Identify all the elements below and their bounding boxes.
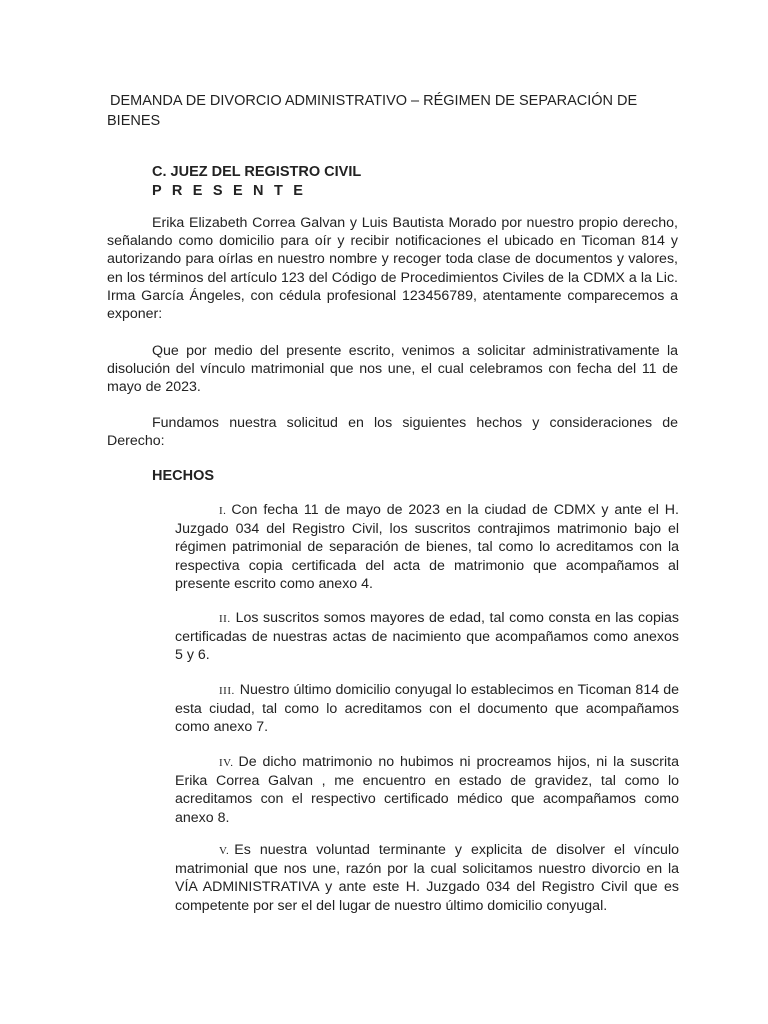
fact-text: Con fecha 11 de mayo de 2023 en la ciudad de CDMX y ante el H. Juzgado 034 del Registro Civil, los suscritos contrajimos matrimonio bajo el régimen patrimonial de separación de bienes, tal como lo acreditamos con la respectiva copia certificada del acta de matrimonio que acompañamos al presente escrito como anexo 4. [175, 502, 679, 592]
fact-item [175, 501, 679, 593]
addressee-name: C. JUEZ DEL REGISTRO CIVIL [152, 164, 362, 180]
addressee-block [152, 163, 361, 201]
fact-item [175, 753, 679, 827]
request-paragraph: Que por medio del presente escrito, venimos a solicitar administrativamente la disolución del vínculo matrimonial que nos une, el cual celebramos con fecha del 11 de mayo de 2023. [107, 343, 678, 396]
fact-number: III. [219, 685, 235, 697]
intro-paragraph: Erika Elizabeth Correa Galvan y Luis Bautista Morado por nuestro propio derecho, señalando como domicilio para oír y recibir notificaciones el ubicado en Ticoman 814 y autorizando para oírlas en nuestro nombre y recoger toda clase de documentos y valores, en los términos del artículo 123 del Código de Procedimientos Civiles de la CDMX a la Lic. Irma García Ángeles, con cédula profesional 123456789, atentamente comparecemos a exponer: [107, 215, 678, 323]
fact-text: De dicho matrimonio no hubimos ni procreamos hijos, ni la suscrita Erika Correa Galvan , me encuentro en estado de gravidez, tal como lo acreditamos con el respectivo certificado médico que acompañamos como anexo 8. [175, 754, 679, 826]
fact-text: Es nuestra voluntad terminante y explicita de disolver el vínculo matrimonial que nos une, razón por la cual solicitamos nuestro divorcio en la VÍA ADMINISTRATIVA y ante este H. Juzgado 034 del Registro Civil que es competente por ser el del lugar de nuestro último domicilio conyugal. [175, 842, 679, 914]
presente-label: P R E S E N T E [152, 183, 307, 199]
fact-number: IV. [219, 757, 234, 769]
hechos-heading: HECHOS [152, 468, 215, 484]
fact-item [175, 841, 679, 915]
fact-number: I. [219, 505, 227, 517]
fact-item [175, 609, 679, 665]
fact-item [175, 681, 679, 737]
fact-text: Los suscritos somos mayores de edad, tal como consta en las copias certificadas de nuestras actas de nacimiento que acompañamos como anexos 5 y 6. [175, 610, 679, 664]
fact-text: Nuestro último domicilio conyugal lo establecimos en Ticoman 814 de esta ciudad, tal como lo acreditamos con el documento que acompañamos como anexo 7. [175, 682, 679, 736]
fact-number: V. [219, 845, 230, 857]
fact-number: II. [219, 613, 231, 625]
document-title: DEMANDA DE DIVORCIO ADMINISTRATIVO – RÉGIMEN DE SEPARACIÓN DE BIENES [107, 93, 638, 129]
grounds-paragraph: Fundamos nuestra solicitud en los siguientes hechos y consideraciones de Derecho: [107, 415, 678, 450]
